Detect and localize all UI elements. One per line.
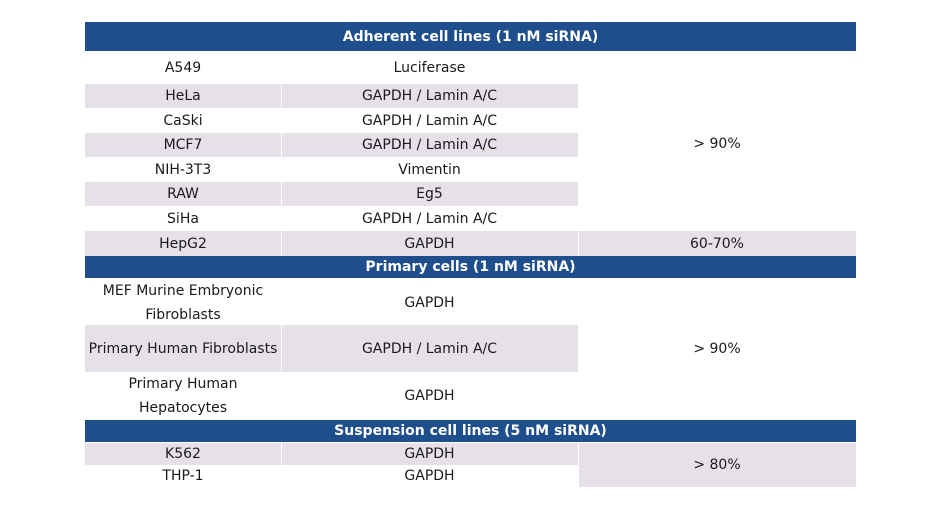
target-gene: Eg5	[416, 186, 443, 202]
cell-line: Primary Human Fibroblasts	[88, 340, 278, 357]
target-gene: GAPDH / Lamin A/C	[361, 340, 498, 357]
target-gene: GAPDH	[404, 294, 455, 311]
column-divider	[281, 231, 282, 256]
column-divider	[281, 325, 282, 372]
cell-line: THP-1	[162, 468, 204, 484]
column-divider	[578, 231, 579, 256]
efficiency-value: > 90%	[693, 135, 741, 152]
cell-line: HeLa	[165, 88, 201, 104]
efficiency-value: > 80%	[693, 457, 741, 473]
section-title: Adherent cell lines (1 nM siRNA)	[342, 28, 599, 45]
cell-line: HepG2	[159, 235, 207, 252]
section-header-suspension	[85, 420, 856, 442]
target-gene: GAPDH / Lamin A/C	[361, 137, 498, 153]
target-gene: GAPDH / Lamin A/C	[361, 113, 498, 129]
section-title: Suspension cell lines (5 nM siRNA)	[334, 423, 607, 439]
efficiency-value: > 90%	[693, 341, 741, 357]
cell-line: NIH-3T3	[154, 162, 212, 178]
cell-line: MEF Murine Embryonic Fibroblasts	[102, 282, 264, 323]
cell-line: K562	[165, 446, 201, 462]
column-divider	[578, 443, 579, 487]
efficiency-value: 60-70%	[690, 235, 744, 252]
target-gene: GAPDH	[404, 235, 455, 252]
cell-line: CaSki	[163, 113, 203, 129]
target-gene: GAPDH	[404, 446, 455, 462]
column-divider	[281, 84, 282, 108]
cell-line: A549	[164, 60, 202, 76]
target-gene: GAPDH / Lamin A/C	[361, 88, 498, 104]
target-gene: Vimentin	[398, 162, 461, 178]
section-header-adherent	[85, 22, 856, 51]
target-gene: GAPDH	[404, 468, 455, 484]
column-divider	[281, 443, 282, 465]
section-header-primary	[85, 256, 856, 278]
target-gene: GAPDH / Lamin A/C	[361, 211, 498, 227]
section-title: Primary cells (1 nM siRNA)	[365, 259, 576, 275]
target-gene: Luciferase	[393, 60, 466, 76]
cell-line: Primary Human Hepatocytes	[128, 375, 238, 416]
cell-line: MCF7	[163, 137, 203, 153]
cell-line: SiHa	[167, 211, 199, 227]
cell-line: RAW	[167, 186, 199, 202]
column-divider	[281, 182, 282, 206]
column-divider	[281, 133, 282, 157]
target-gene: GAPDH	[404, 387, 455, 404]
